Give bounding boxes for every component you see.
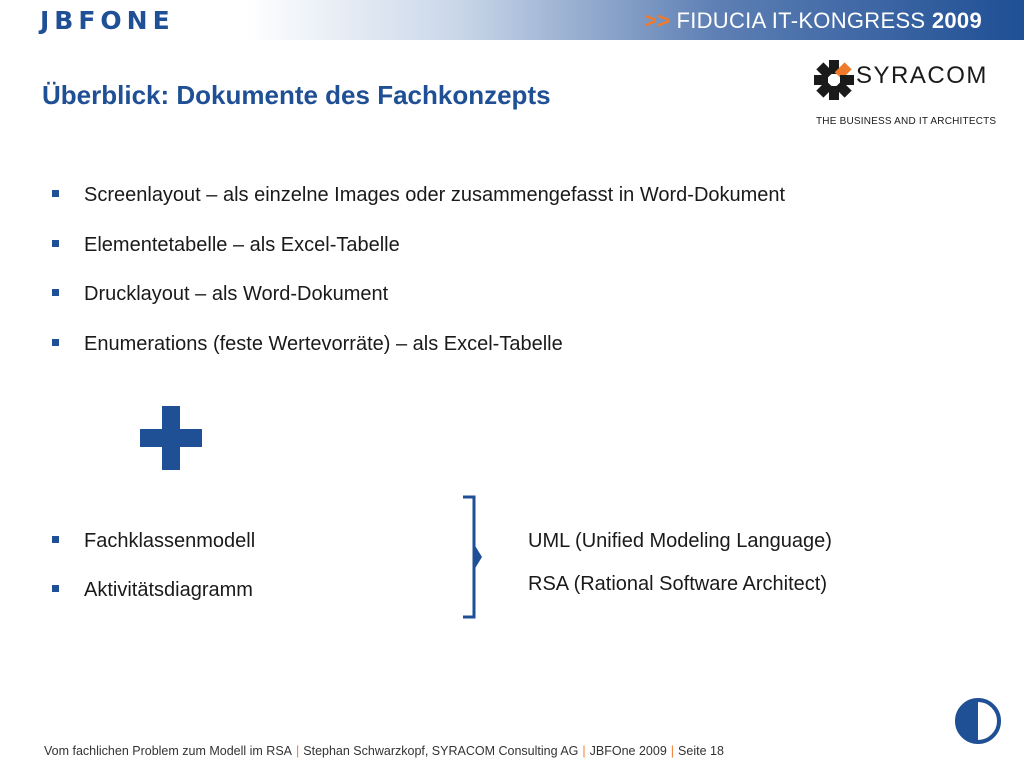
congress-text: FIDUCIA IT-KONGRESS bbox=[676, 8, 926, 33]
list-item bbox=[50, 281, 785, 331]
footer-topic: Vom fachlichen Problem zum Modell im RSA bbox=[44, 744, 293, 758]
jbfone-logo-text: JBFONE bbox=[40, 5, 175, 35]
model-list bbox=[50, 528, 255, 626]
bracket-icon bbox=[460, 494, 490, 620]
rsa-label: RSA (Rational Software Architect) bbox=[528, 573, 828, 595]
congress-arrows: >> bbox=[644, 8, 671, 33]
list-item-text: Aktivitätsdiagramm bbox=[84, 579, 253, 601]
list-item-text: Elementetabelle – als Excel-Tabelle bbox=[84, 233, 400, 256]
jbfone-logo bbox=[40, 7, 175, 33]
bullet-square-icon bbox=[52, 240, 59, 247]
plus-icon bbox=[140, 406, 202, 470]
page-title: Überblick: Dokumente des Fachkonzepts bbox=[42, 80, 551, 110]
list-item-text: Drucklayout – als Word-Dokument bbox=[84, 283, 389, 305]
syracom-name: SYRACOM bbox=[856, 62, 988, 89]
footer-separator: | bbox=[670, 744, 675, 758]
bullet-square-icon bbox=[52, 339, 59, 346]
list-item-text: Screenlayout – als einzelne Images oder zusammengefasst in Word-Dokument bbox=[84, 184, 786, 206]
list-item bbox=[50, 232, 785, 282]
bullet-square-icon bbox=[52, 585, 59, 592]
footer-page: Seite 18 bbox=[678, 744, 724, 758]
syracom-star-icon bbox=[814, 56, 854, 104]
header-band bbox=[0, 0, 1024, 40]
syracom-tagline: THE BUSINESS AND IT ARCHITECTS bbox=[816, 116, 997, 127]
bullet-square-icon bbox=[52, 289, 59, 296]
list-item bbox=[50, 577, 255, 626]
syracom-logo bbox=[814, 56, 997, 130]
congress-title bbox=[644, 8, 982, 34]
bullet-square-icon bbox=[52, 190, 59, 197]
list-item-text: Enumerations (feste Wertevorräte) – als Excel-Tabelle bbox=[84, 332, 563, 355]
footer-author: Stephan Schwarzkopf, SYRACOM Consulting AG bbox=[303, 744, 579, 758]
footer-event: JBFOne 2009 bbox=[589, 744, 667, 758]
footer-separator: | bbox=[582, 744, 586, 758]
list-item bbox=[50, 182, 785, 232]
list-item-text: Fachklassenmodell bbox=[84, 530, 256, 552]
document-list bbox=[50, 182, 785, 380]
half-circle-icon bbox=[954, 697, 1002, 745]
bullet-square-icon bbox=[52, 536, 59, 543]
footer-separator: | bbox=[296, 744, 300, 758]
list-item bbox=[50, 331, 785, 381]
list-item bbox=[50, 528, 255, 577]
footer bbox=[44, 744, 724, 758]
uml-label: UML (Unified Modeling Language) bbox=[528, 530, 832, 552]
congress-year: 2009 bbox=[931, 8, 982, 33]
